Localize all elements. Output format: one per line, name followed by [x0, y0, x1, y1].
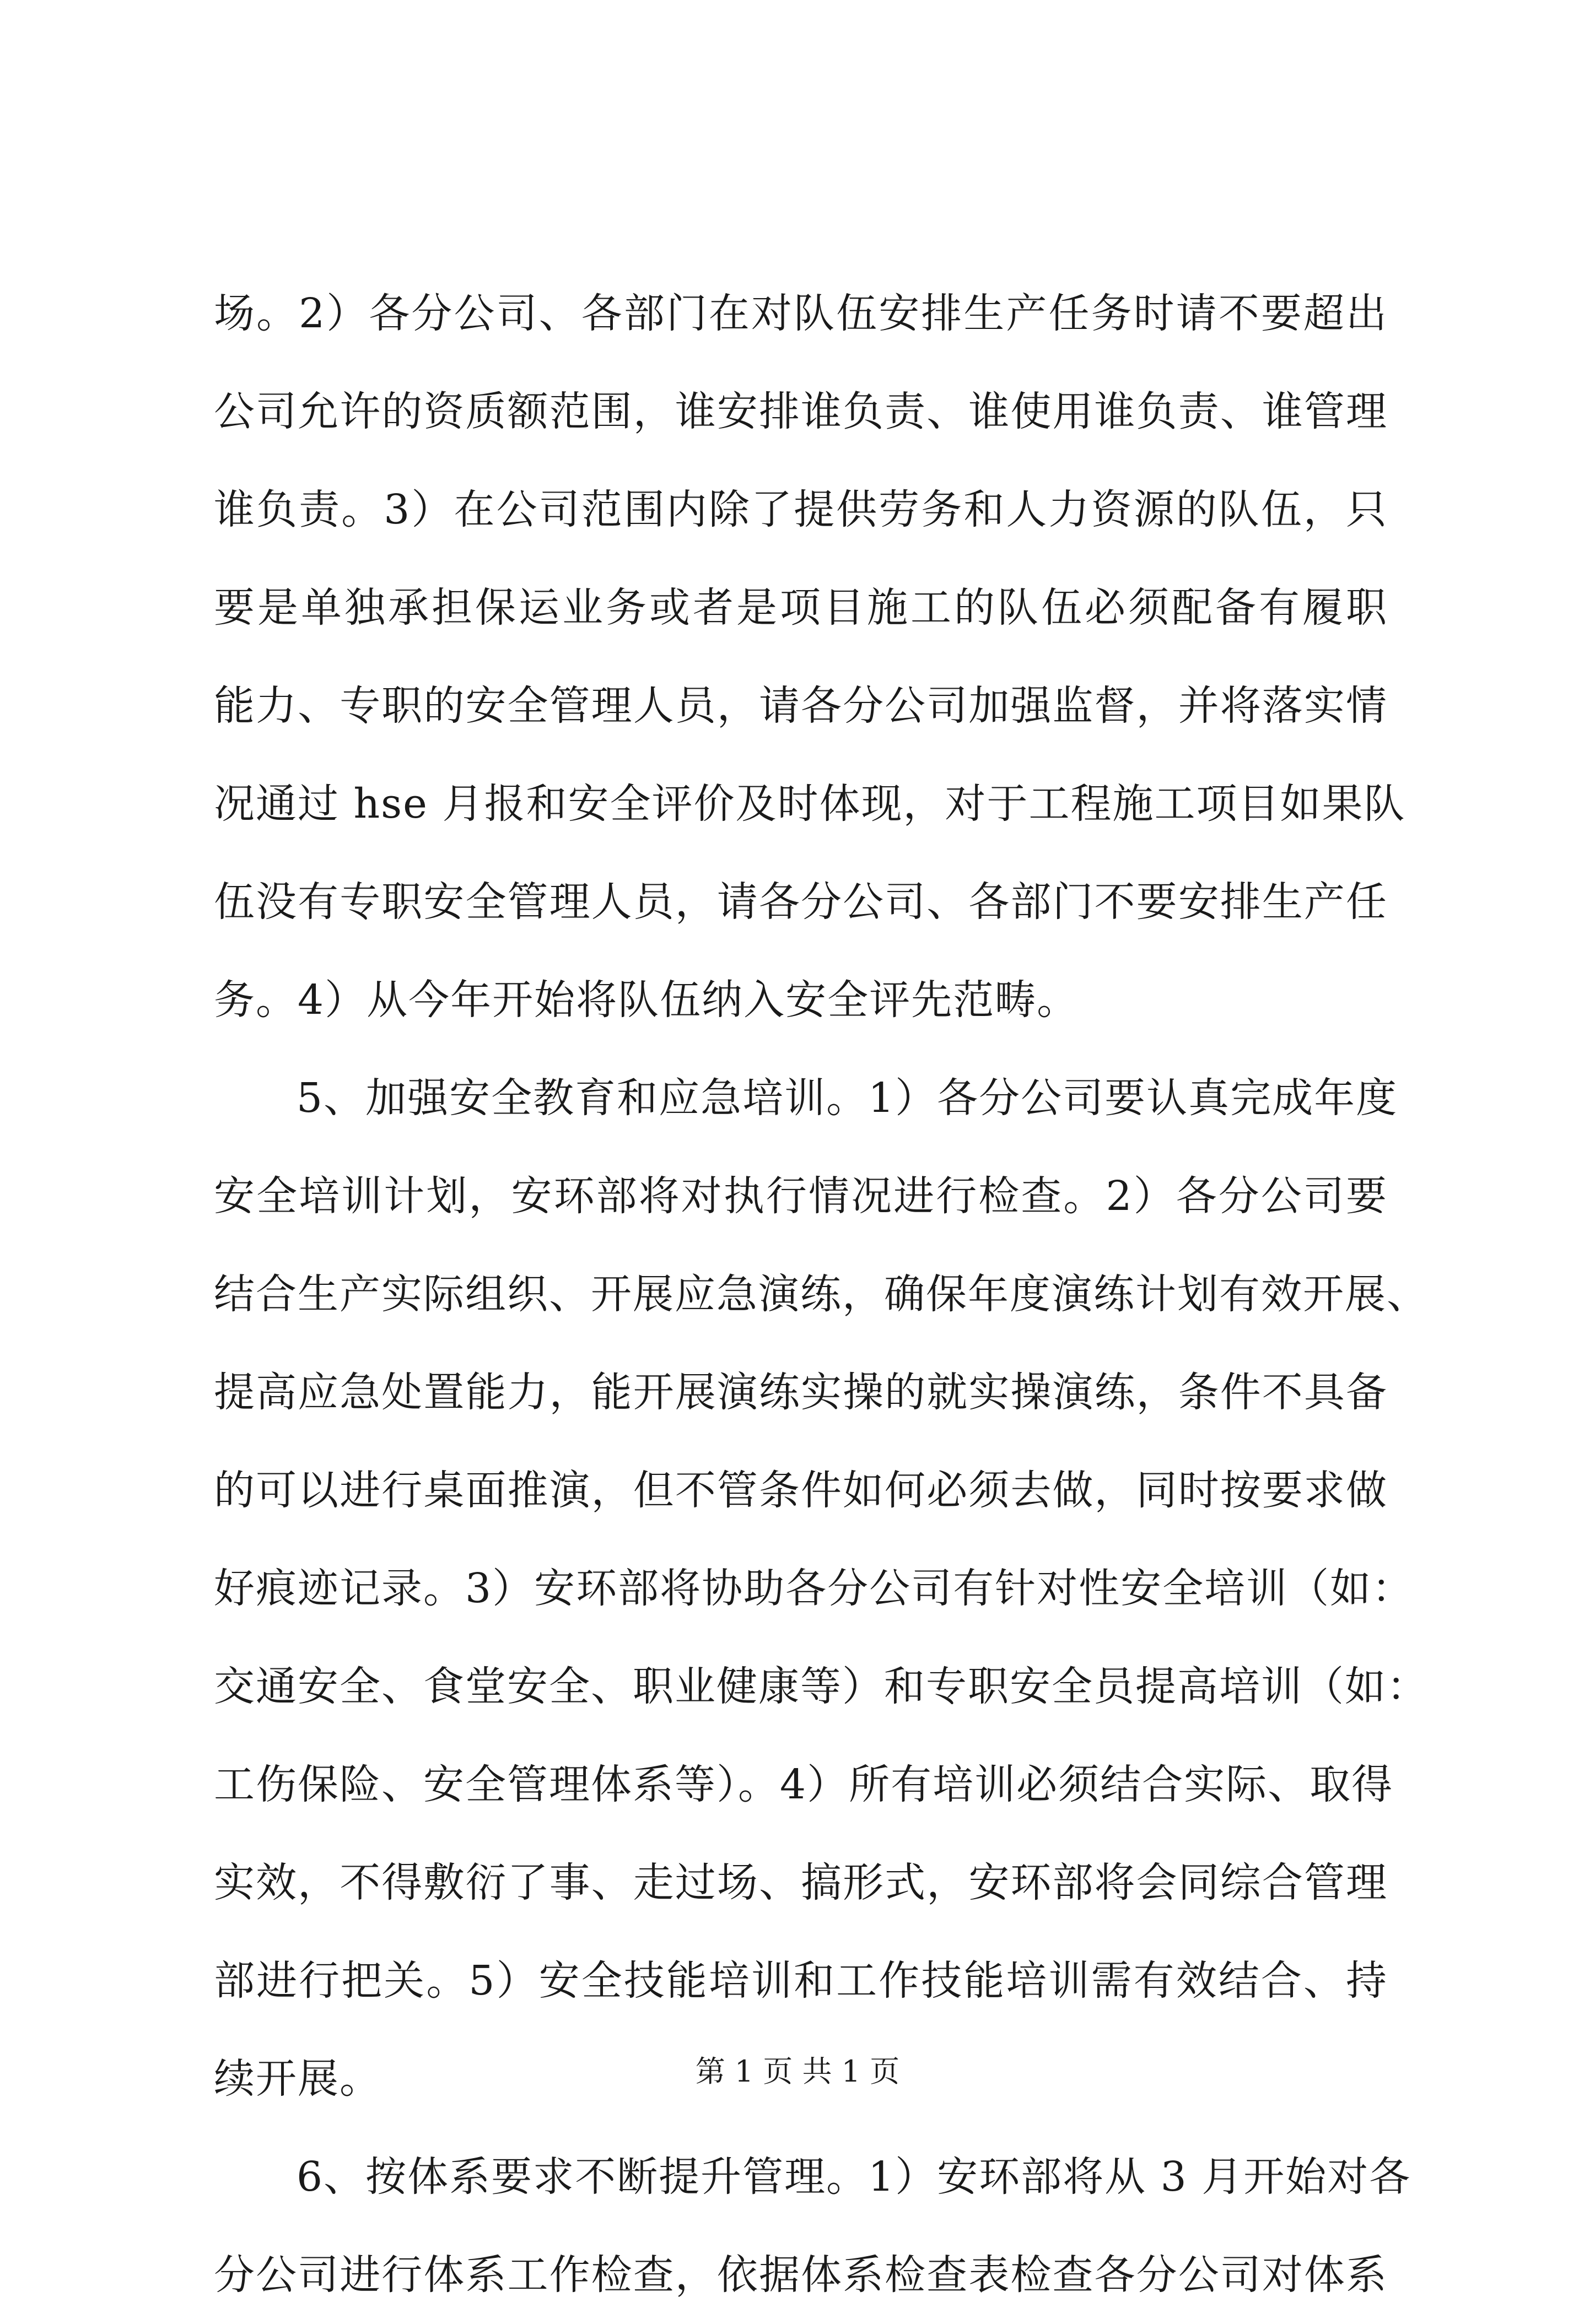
paragraph-2-line-1: 5、加强安全教育和应急培训。1）各分公司要认真完成年度 [297, 1074, 1398, 1122]
paragraph-1-line-4: 要是单独承担保运业务或者是项目施工的队伍必须配备有履职 [214, 584, 1388, 631]
paragraph-2-line-7: 交通安全、食堂安全、职业健康等）和专职安全员提高培训（如： [214, 1663, 1429, 1710]
paragraph-3-line-1: 6、按体系要求不断提升管理。1）安环部将从 3 月开始对各 [297, 2153, 1411, 2201]
paragraph-2-line-8: 工伤保险、安全管理体系等）。4）所有培训必须结合实际、取得 [214, 1761, 1394, 1808]
paragraph-2-line-11: 续开展。 [214, 2055, 381, 2103]
paragraph-2-line-4: 提高应急处置能力，能开展演练实操的就实操演练，条件不具备 [214, 1369, 1388, 1416]
paragraph-1-line-6: 况通过 hse 月报和安全评价及时体现，对于工程施工项目如果队 [214, 780, 1406, 828]
paragraph-1-line-1: 场。2）各分公司、各部门在对队伍安排生产任务时请不要超出 [214, 290, 1388, 337]
paragraph-3-line-2: 分公司进行体系工作检查，依据体系检查表检查各分公司对体系 [214, 2251, 1388, 2299]
document-body [214, 264, 1429, 2324]
paragraph-2-line-9: 实效，不得敷衍了事、走过场、搞形式，安环部将会同综合管理 [214, 1859, 1388, 1906]
paragraph-2-line-2: 安全培训计划，安环部将对执行情况进行检查。2）各分公司要 [214, 1172, 1388, 1220]
paragraph-1-line-5: 能力、专职的安全管理人员，请各分公司加强监督，并将落实情 [214, 682, 1388, 729]
paragraph-1-line-8: 务。4）从今年开始将队伍纳入安全评先范畴。 [214, 976, 1079, 1024]
paragraph-1-line-3: 谁负责。3）在公司范围内除了提供劳务和人力资源的队伍，只 [214, 486, 1388, 533]
page-number-footer: 第 1 页 共 1 页 [695, 2054, 900, 2089]
paragraph-1-line-7: 伍没有专职安全管理人员，请各分公司、各部门不要安排生产任 [214, 878, 1388, 926]
paragraph-2-line-3: 结合生产实际组织、开展应急演练，确保年度演练计划有效开展、 [214, 1271, 1429, 1318]
paragraph-2-line-10: 部进行把关。5）安全技能培训和工作技能培训需有效结合、持 [214, 1957, 1388, 2004]
paragraph-1-line-2: 公司允许的资质额范围，谁安排谁负责、谁使用谁负责、谁管理 [214, 388, 1388, 435]
paragraph-2-line-6: 好痕迹记录。3）安环部将协助各分公司有针对性安全培训（如： [214, 1565, 1414, 1612]
paragraph-2-line-5: 的可以进行桌面推演，但不管条件如何必须去做，同时按要求做 [214, 1467, 1388, 1514]
